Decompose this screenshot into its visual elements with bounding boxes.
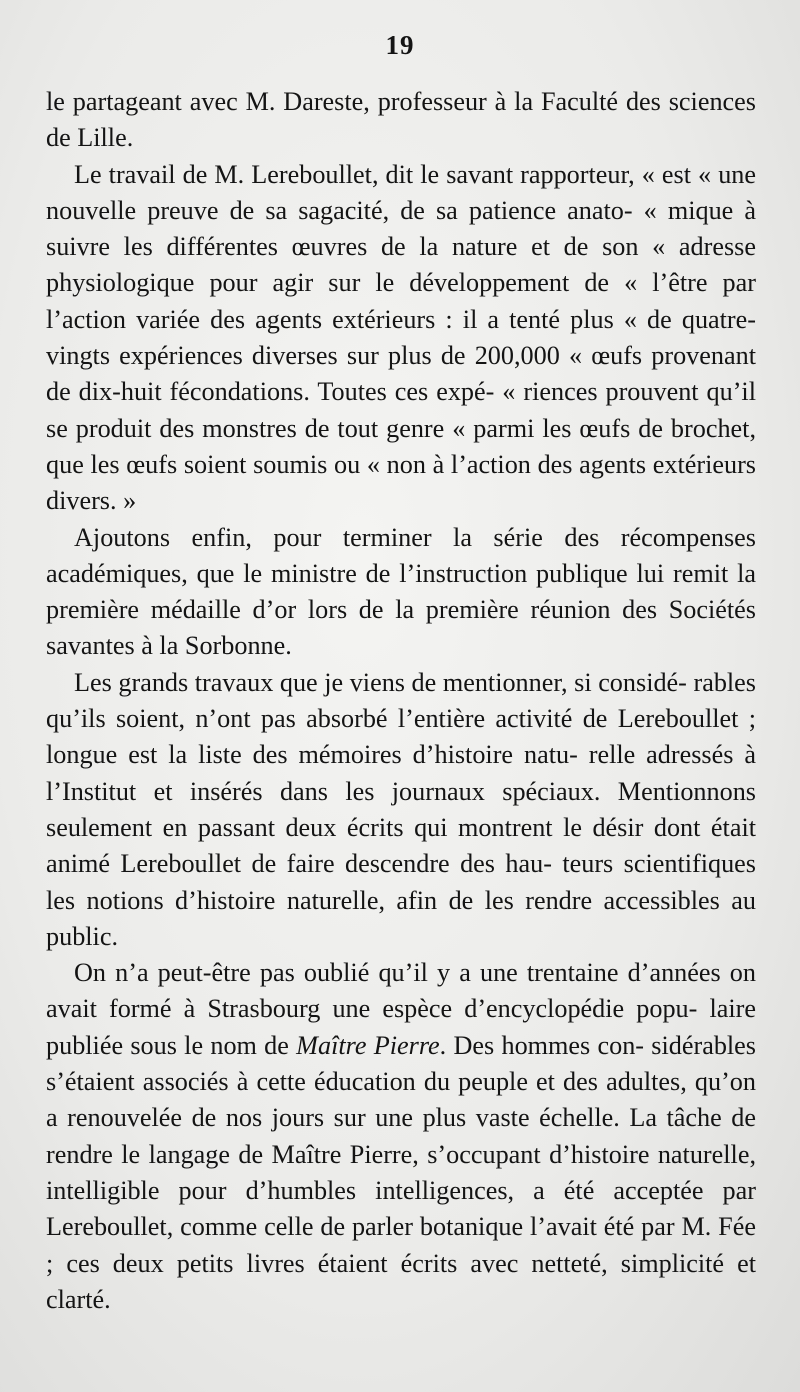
paragraph-3 xyxy=(46,520,756,665)
paragraph-5 xyxy=(46,955,756,1318)
paragraph-3-text: Ajoutons enfin, pour terminer la série des récompenses académiques, que le ministre de l’instruction publique lui remit la première médaille d’or lors de la première réunion des Sociétés savantes à la Sorbonne. xyxy=(46,522,756,661)
paragraph-4-text: Les grands travaux que je viens de mentionner, si considé- rables qu’ils soient, n’ont pas absorbé l’entière activité de Lereboullet ; longue est la liste des mémoires d’histoire natu- relle adressés à l’Institut et insérés dans les journaux spéciaux. Mentionnons seulement en passant deux écrits qui montrent le désir dont était animé Lereboullet de faire descendre des hau- teurs scientifiques les notions d’histoire naturelle, afin de les rendre accessibles au public. xyxy=(46,667,756,951)
page-number: 19 xyxy=(385,30,415,60)
paragraph-1 xyxy=(46,84,756,157)
paragraph-2 xyxy=(46,157,756,520)
paragraph-5-text-a: On n’a peut-être pas oublié qu’il y a une trentaine d’années on avait formé à Strasbourg une espèce d’encyclopédie popu- laire publiée sous le nom de xyxy=(46,958,756,1060)
paragraph-4 xyxy=(46,665,756,955)
paragraph-5-text-b: . Des hommes con- sidérables s’étaient associés à cette éducation du peuple et des adultes, qu’on a renouvelée de nos jours sur une plus vaste échelle. La tâche de rendre le langage de Maître Pierre, s’occupant d’histoire naturelle, intelligible pour d’humbles intelligences, a été acceptée par Lereboullet, comme celle de parler botanique l’avait été par M. Fée ; ces deux petits livres étaient écrits avec netteté, simplicité et clarté. xyxy=(46,1030,756,1314)
paragraph-2-text: Le travail de M. Lereboullet, dit le savant rapporteur, « est « une nouvelle preuve de sa sagacité, de sa patience anato- « mique à suivre les différentes œuvres de la nature et de son « adresse physiologique pour agir sur le développement de « l’être par l’action variée des agents extérieurs : il a tenté plus « de quatre-vingts expériences diverses sur plus de 200,000 « œufs provenant de dix-huit fécondations. Toutes ces expé- « riences prouvent qu’il se produit des monstres de tout genre « parmi les œufs de brochet, que les œufs soient soumis ou « non à l’action des agents extérieurs divers. » xyxy=(46,159,756,516)
paragraph-1-text: le partageant avec M. Dareste, professeur à la Faculté des sciences de Lille. xyxy=(46,87,756,153)
book-title-maitre-pierre: Maître Pierre xyxy=(296,1030,440,1060)
body-text xyxy=(46,84,756,1318)
